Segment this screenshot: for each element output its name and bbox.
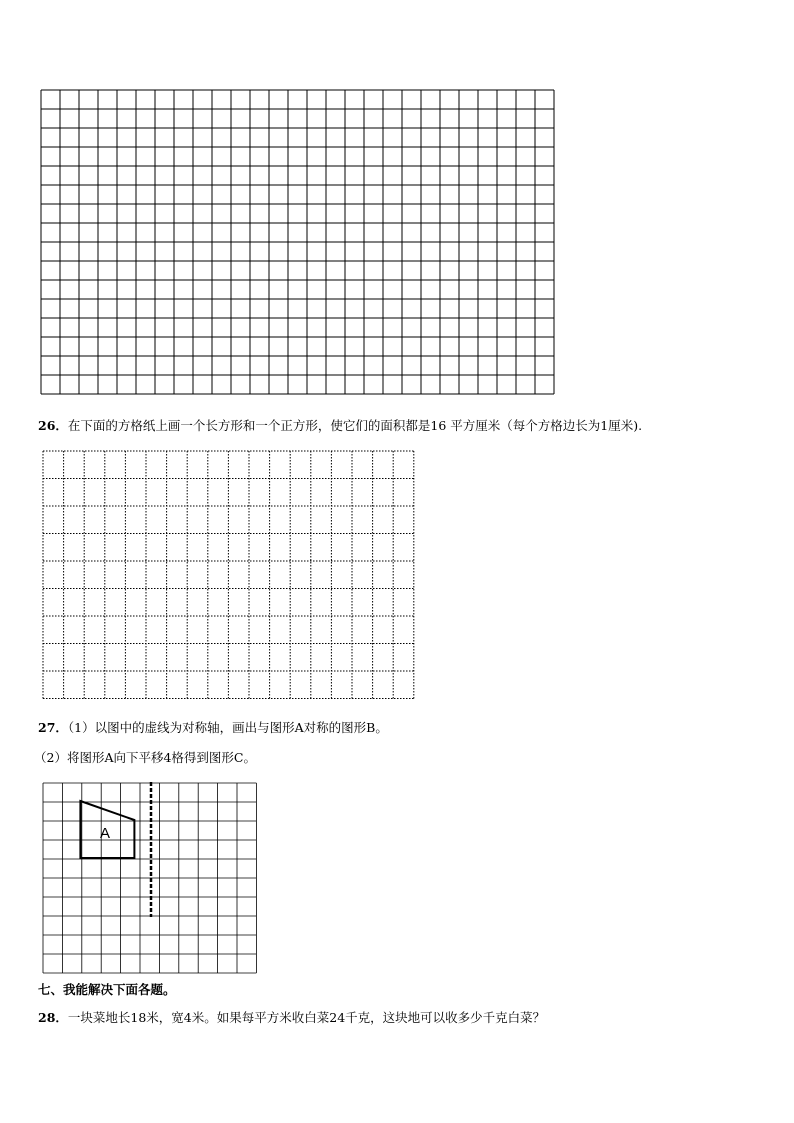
question-28-number: 28． — [38, 1010, 68, 1025]
grid-sym-lines — [43, 783, 256, 973]
question-27-part-1-text: （1）以图中的虚线为对称轴，画出与图形A对称的图形B。 — [67, 720, 388, 735]
figure-a-label: A — [99, 825, 111, 842]
question-26 — [38, 418, 642, 434]
dotted-grid — [42, 450, 418, 702]
question-26-number: 26． — [38, 418, 68, 433]
top-square-grid — [40, 89, 556, 397]
question-26-text: 在下面的方格纸上画一个长方形和一个正方形，使它们的面积都是16 平方厘米（每个方格边长为1厘米). — [67, 418, 643, 433]
top-square-grid-svg — [40, 89, 556, 397]
question-28 — [38, 1010, 545, 1026]
question-28-text: 一块菜地长18米，宽4米。如果每平方米收白菜24千克，这块地可以收多少千克白菜？ — [67, 1010, 546, 1025]
grid-dotted-lines — [43, 451, 414, 699]
question-27-part-1 — [38, 720, 388, 736]
dotted-grid-svg — [42, 450, 418, 702]
section-7-heading — [38, 982, 176, 998]
symmetry-grid-svg — [42, 782, 260, 974]
question-27-number: 27． — [38, 720, 68, 735]
symmetry-grid — [42, 782, 260, 974]
grid-top-lines — [41, 90, 554, 394]
section-7-heading-text: 七、我能解决下面各题。 — [38, 982, 176, 997]
question-27-part-2-text: （2）将图形A向下平移4格得到图形C。 — [34, 750, 256, 765]
question-27-part-2 — [34, 750, 256, 766]
